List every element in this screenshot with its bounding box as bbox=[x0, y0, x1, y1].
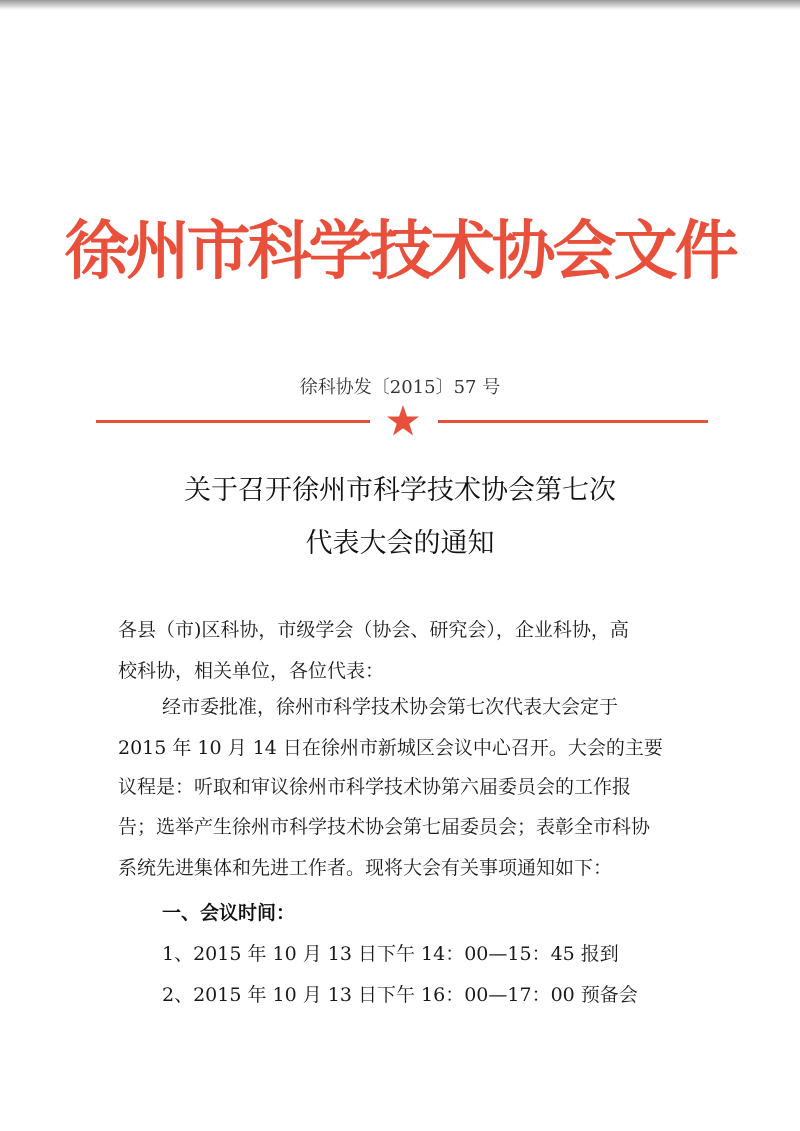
schedule-item-1: 1、2015 年 10 月 13 日下午 14：00—15：45 报到 bbox=[162, 943, 619, 965]
document-number: 徐科协发〔2015〕57 号 bbox=[299, 377, 501, 398]
paragraph-line-4: 告；选举产生徐州市科学技术协会第七届委员会；表彰全市科协 bbox=[118, 816, 651, 838]
star-icon bbox=[386, 404, 420, 438]
paragraph-line-5: 系统先进集体和先进工作者。现将大会有关事项通知如下： bbox=[118, 857, 613, 879]
section-heading-meeting-time: 一、会议时间： bbox=[162, 902, 296, 924]
divider-right bbox=[438, 420, 708, 423]
masthead-title: 徐州市科学技术协会文件 bbox=[64, 215, 736, 289]
paragraph-line-1: 经市委批准，徐州市科学技术协会第七次代表大会定于 bbox=[162, 696, 619, 718]
schedule-item-2: 2、2015 年 10 月 13 日下午 16：00—17：00 预备会 bbox=[162, 984, 638, 1006]
scan-top-edge bbox=[0, 0, 800, 10]
notice-title-line-1: 关于召开徐州市科学技术协会第七次 bbox=[184, 475, 616, 506]
salutation-line-1: 各县（市)区科协，市级学会（协会、研究会），企业科协，高 bbox=[118, 619, 629, 641]
paragraph-line-3: 议程是：听取和审议徐州市科学技术协第六届委员会的工作报 bbox=[118, 776, 632, 798]
salutation-line-2: 校科协，相关单位，各位代表： bbox=[118, 660, 385, 682]
paragraph-line-2: 2015 年 10 月 14 日在徐州市新城区会议中心召开。大会的主要 bbox=[118, 737, 663, 759]
notice-title-line-2: 代表大会的通知 bbox=[305, 528, 495, 559]
divider-left bbox=[96, 420, 370, 423]
